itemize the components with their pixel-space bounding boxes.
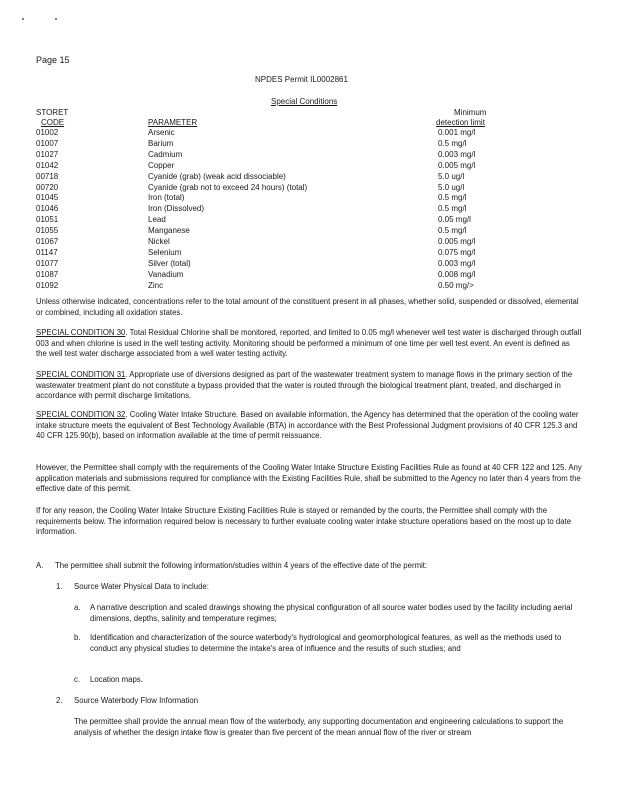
sc30-label: SPECIAL CONDITION 30	[36, 328, 126, 337]
limit-header-2: detection limit	[436, 118, 485, 127]
list-marker-a: A.	[36, 561, 44, 570]
table-row: 01007 Barium 0.5 mg/l	[36, 138, 467, 148]
table-row: 01092 Zinc 0.50 mg/>	[36, 280, 474, 290]
section-title: Special Conditions	[271, 97, 338, 106]
table-row: 01087 Vanadium 0.008 mg/l	[36, 269, 476, 279]
table-row: 01027 Cadmium 0.003 mg/l	[36, 149, 476, 159]
parameter-header: PARAMETER	[148, 118, 198, 127]
list-marker-1a: a.	[74, 603, 81, 612]
special-condition-32	[36, 410, 582, 442]
paragraph-however: However, the Permittee shall comply with the requirements of the Cooling Water Intake Structure Existing Facilities Rule as found at 40 CFR 122 and 125. Any application materials and submissions required for compliance with the Existing Facilities Rule, shall be submitted to the Agency no later than 4 years from the effective date of this permit.	[36, 463, 582, 494]
table-row: 01077 Silver (total) 0.003 mg/l	[36, 258, 476, 268]
table-row: 01046 Iron (Dissolved) 0.5 mg/l	[36, 204, 467, 214]
code-header: CODE	[41, 118, 65, 127]
table-row: 01067 Nickel 0.005 mg/l	[36, 237, 476, 246]
limit-header: Minimum	[454, 108, 487, 117]
paragraph-if: If for any reason, the Cooling Water Intake Structure Existing Facilities Rule is stayed or remanded by the courts, the Permittee shall comply with the requirements below. The information required below is necessary to further evaluate cooling water intake structure operations based on the most up to date information.	[36, 506, 572, 537]
paragraph-unless: Unless otherwise indicated, concentrations refer to the total amount of the constituent present in all phases, whether solid, suspended or dissolved, elemental or combined, including all oxidation states.	[36, 297, 579, 317]
list-marker-1c: c.	[74, 675, 81, 684]
special-condition-31	[36, 370, 582, 402]
table-row: 00720 Cyanide (grab not to exceed 24 hours) (total) 5.0 ug/l	[36, 182, 465, 192]
table-row: 01055 Manganese 0.5 mg/l	[36, 226, 467, 236]
list-item-1: Source Water Physical Data to include:	[74, 582, 209, 591]
table-row: 01147 Selenium 0.075 mg/l	[36, 247, 476, 257]
list-item-a: The permittee shall submit the following information/studies within 4 years of the effective date of the permit:	[55, 561, 428, 570]
table-row: 01051 Lead 0.05 mg/l	[36, 215, 471, 225]
list-marker-1b: b.	[74, 633, 81, 642]
table-row: 00718 Cyanide (grab) (weak acid dissociable) 5.0 ug/l	[36, 171, 465, 181]
paragraph-flow: The permittee shall provide the annual mean flow of the waterbody, any supporting documentation and engineering calculations to support the analysis of whether the design intake flow is greater than five percent of the mean annual flow of the river or stream	[74, 717, 564, 737]
sc31-label: SPECIAL CONDITION 31	[36, 370, 126, 379]
list-item-1a: A narrative description and scaled drawings showing the physical configuration of all source water bodies used by the facility including aerial dimensions, depths, salinity and temperature regimes;	[90, 603, 573, 623]
sc32-text: . Cooling Water Intake Structure. Based on available information, the Agency has determined that the operation of the cooling water intake structure meets the equivalent of Best Technology Available (BTA) in accordance with the Best Professional Judgment provisions of 40 CFR 125.3 and 40 CFR 125.90(b), based on information available at the time of permit reissuance.	[36, 410, 579, 441]
list-marker-1: 1.	[56, 582, 63, 591]
scan-speck	[55, 18, 57, 20]
table-row: 01042 Copper 0.005 mg/l	[36, 160, 476, 170]
sc32-label: SPECIAL CONDITION 32	[36, 410, 126, 419]
scan-speck	[22, 18, 24, 20]
table-row: 01002 Arsenic 0.001 mg/l	[36, 128, 476, 137]
special-condition-30	[36, 328, 582, 360]
list-item-2: Source Waterbody Flow Information	[74, 696, 199, 705]
list-item-1b: Identification and characterization of the source waterbody's hydrological and geomorphological features, as well as the methods used to conduct any physical studies to determine the intake's area of influence and the results of such studies; and	[90, 633, 562, 653]
storet-header: STORET	[36, 108, 69, 117]
sc30-text: . Total Residual Chlorine shall be monitored, reported, and limited to 0.05 mg/l whenever well test water is discharged through outfall 003 and when chlorine is used in the well testing activity. Monitoring should be performed a minimum of one time per well test event. An event is defined as the well test water discharge associated from a well water testing activity.	[36, 328, 582, 359]
table-row: 01045 Iron (total) 0.5 mg/l	[36, 193, 467, 203]
list-item-1c: Location maps.	[90, 675, 143, 684]
permit-header: NPDES Permit IL0002861	[255, 75, 348, 84]
list-marker-2: 2.	[56, 696, 63, 705]
page-number: Page 15	[36, 55, 70, 65]
sc31-text: . Appropriate use of diversions designed as part of the wastewater treatment system to manage flows in the primary section of the wastewater treatment plant do not constitute a bypass provided that the water is routed through the biological treatment plant, treated, and discharged in accordance with permit discharge limitations.	[36, 370, 573, 401]
